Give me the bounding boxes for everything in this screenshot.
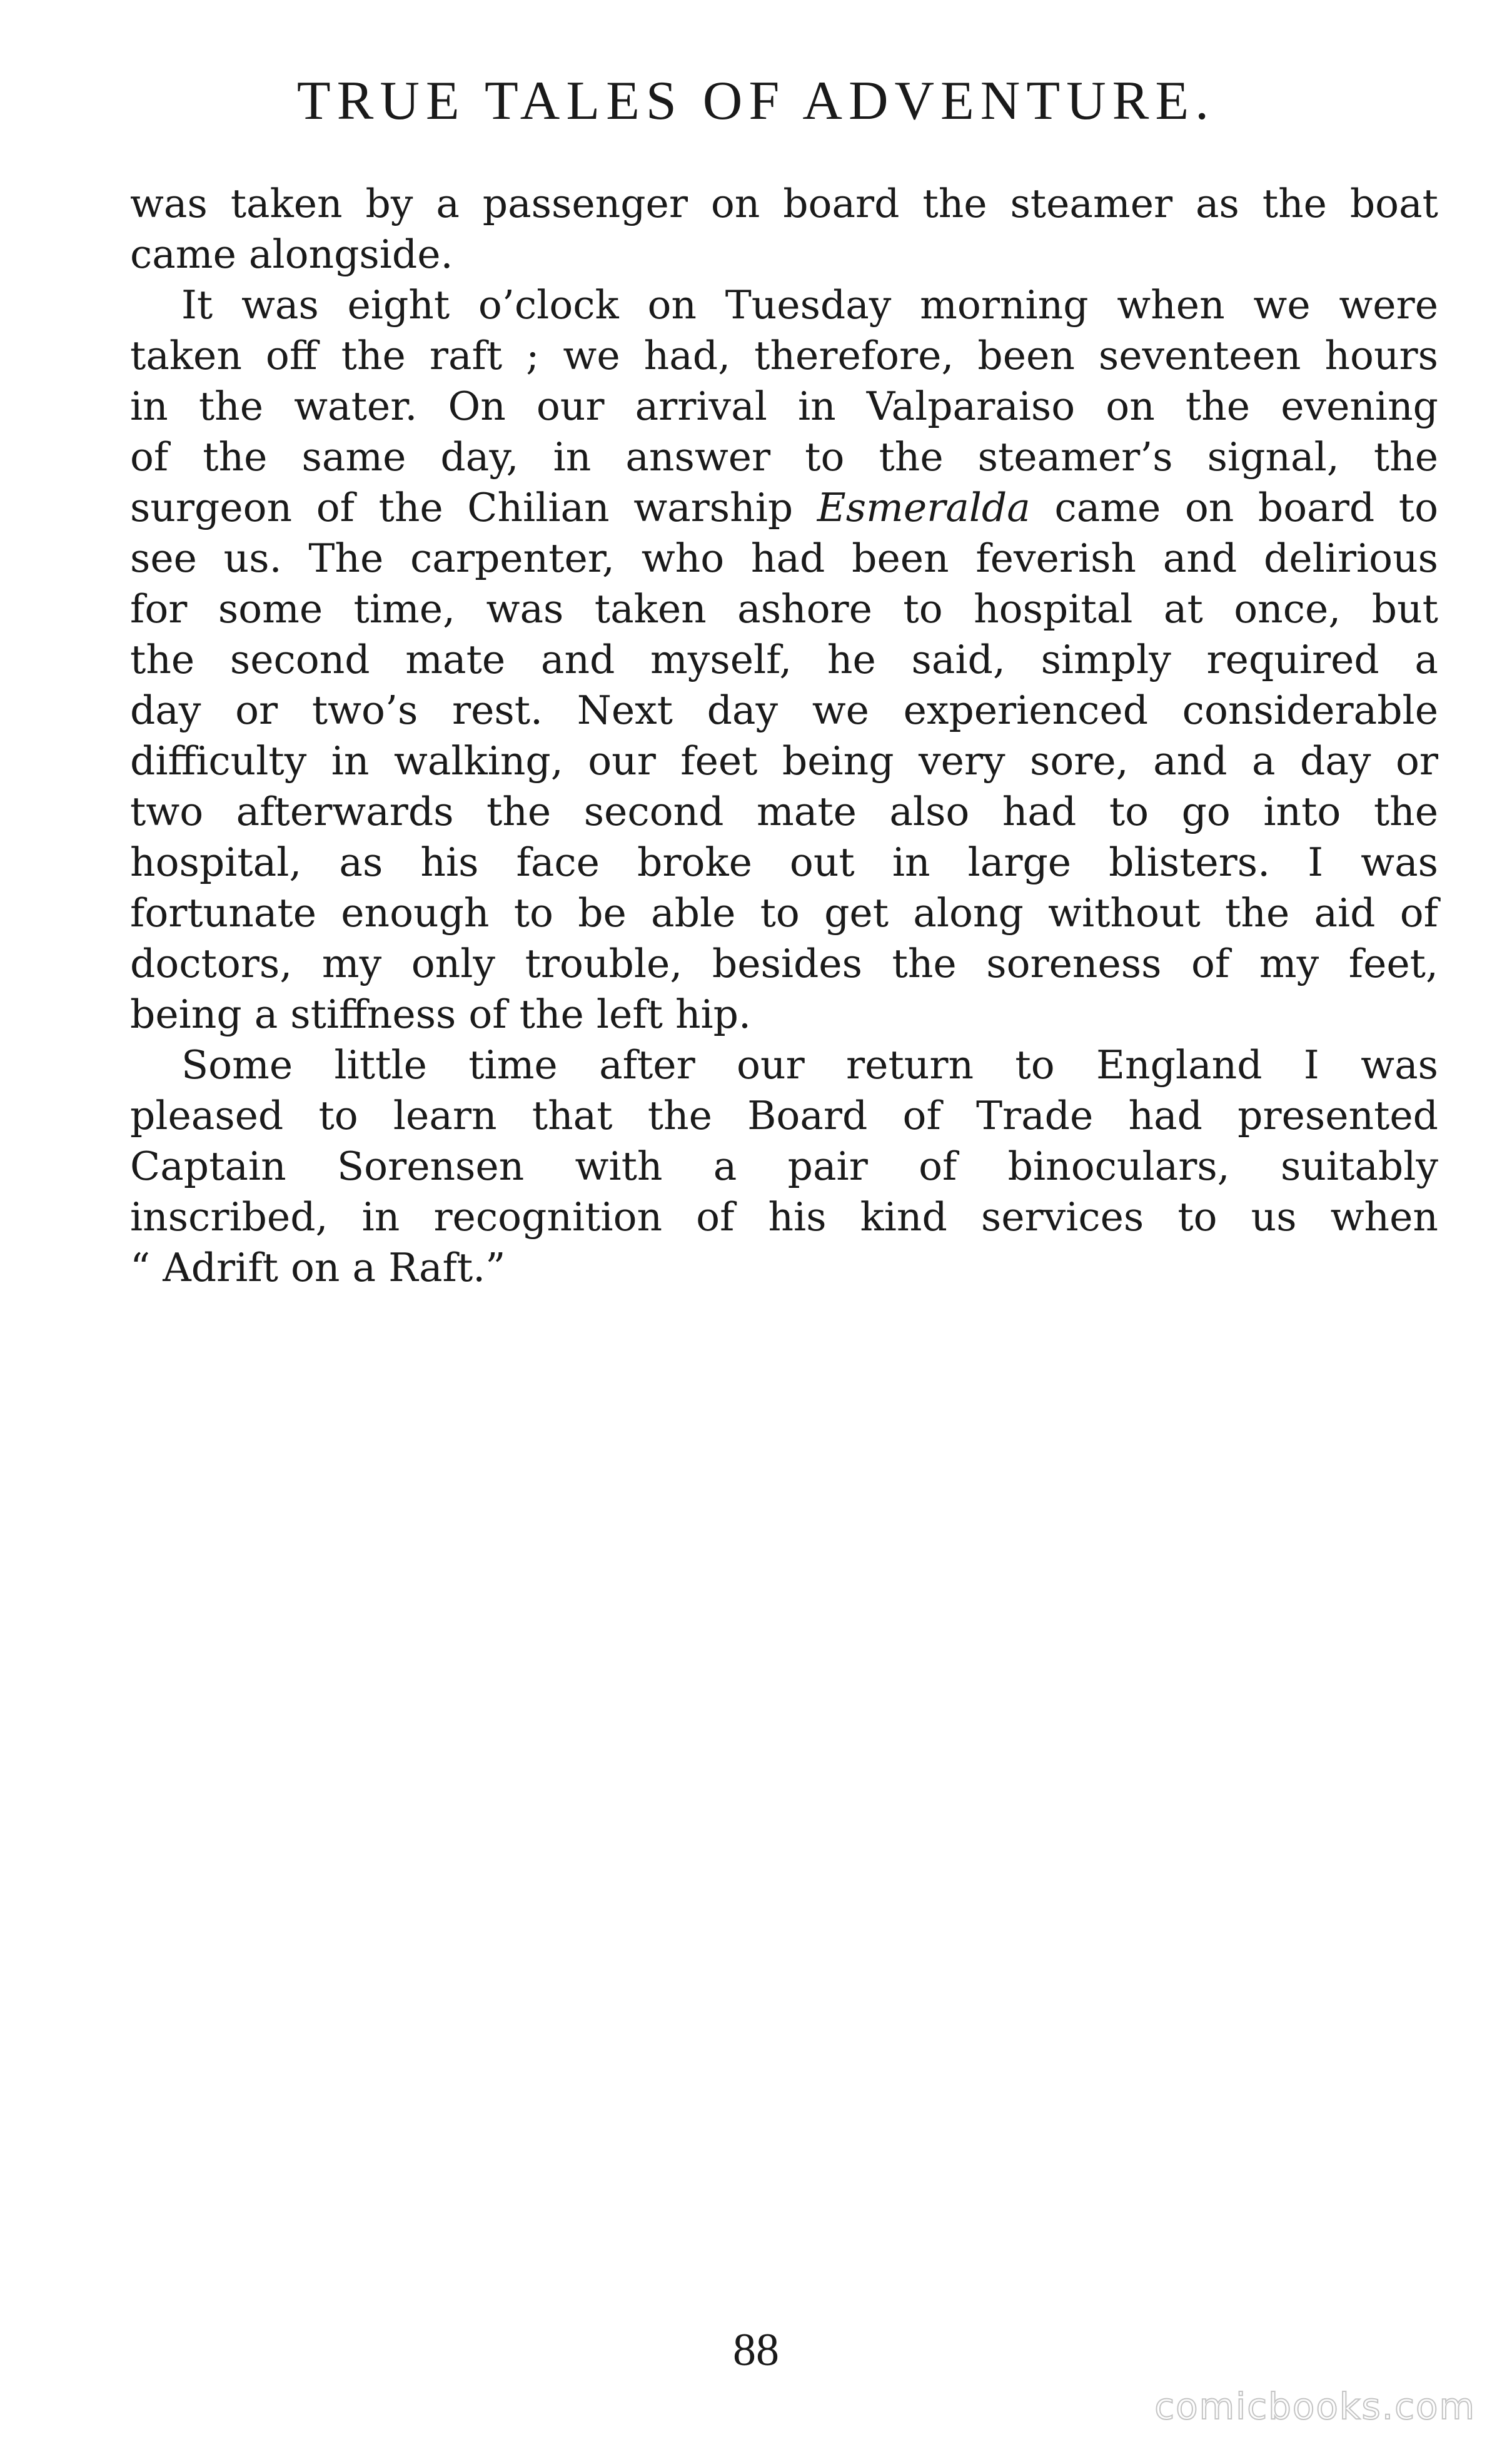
ship-name: Esmeralda xyxy=(817,485,1031,530)
text-line: in the water. On our arrival in Valparaiso on the evening xyxy=(130,383,1438,429)
text-line: was taken by a passenger on board the steamer as the boat xyxy=(130,181,1438,226)
running-head: TRUE TALES OF ADVENTURE. xyxy=(296,71,1216,131)
text-line: Captain Sorensen with a pair of binoculars, suitably xyxy=(130,1143,1438,1189)
page-number: 88 xyxy=(733,2324,779,2376)
text-line: difficulty in walking, our feet being very sore, and a day or xyxy=(130,738,1438,784)
text-line: being a stiffness of the left hip. xyxy=(130,991,752,1037)
text-line: see us. The carpenter, who had been feverish and delirious xyxy=(130,535,1438,581)
watermark-logo: comicbooks.com xyxy=(1154,2385,1476,2428)
text-line: doctors, my only trouble, besides the soreness of my feet, xyxy=(130,941,1438,986)
text-line: came alongside. xyxy=(130,231,453,277)
text-line: the second mate and myself, he said, simply required a xyxy=(130,637,1438,682)
text-line: day or two’s rest. Next day we experienced considerable xyxy=(130,687,1438,733)
text-segment: surgeon of the Chilian warship xyxy=(130,485,794,530)
paragraph-2 xyxy=(130,280,1438,1040)
text-line: fortunate enough to be able to get along without the aid of xyxy=(130,890,1438,936)
text-line: two afterwards the second mate also had to go into the xyxy=(130,789,1438,834)
text-line: Some little time after our return to England I was xyxy=(181,1042,1438,1088)
paragraph-3 xyxy=(130,1040,1438,1293)
text-line: pleased to learn that the Board of Trade had presented xyxy=(130,1093,1438,1138)
text-line: inscribed, in recognition of his kind services to us when xyxy=(130,1194,1438,1240)
text-line: hospital, as his face broke out in large blisters. I was xyxy=(130,839,1438,885)
paragraph-1 xyxy=(130,178,1438,280)
text-line: taken off the raft ; we had, therefore, been seventeen hours xyxy=(130,333,1438,378)
text-line: “ Adrift on a Raft.” xyxy=(130,1245,506,1290)
text-line: for some time, was taken ashore to hospital at once, but xyxy=(130,586,1438,632)
body-text xyxy=(130,178,1438,1293)
text-line: It was eight o’clock on Tuesday morning when we were xyxy=(181,282,1438,328)
text-line: of the same day, in answer to the steamer’s signal, the xyxy=(130,434,1438,480)
text-segment: came on board to xyxy=(1054,485,1438,530)
text-line xyxy=(130,482,1438,533)
